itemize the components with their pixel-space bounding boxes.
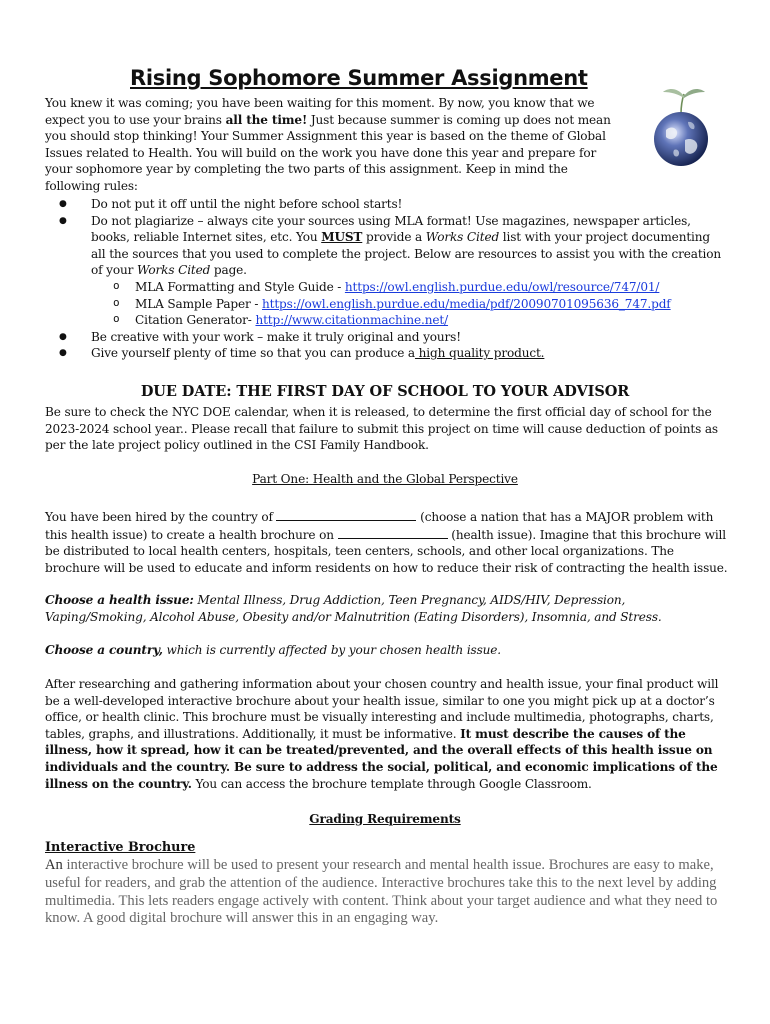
rule-item: ● Do not put it off until the night before school starts!: [45, 196, 725, 213]
country-blank: [276, 508, 416, 521]
page-title: Rising Sophomore Summer Assignment: [130, 66, 588, 90]
interactive-brochure-paragraph: An interactive brochure will be used to present your research and mental health issue. Brochures are easy to make, useful for readers, and grab the attention of the audience. Interactive brochures take this to the next level by adding multimedia. This lets readers engage actively with content. Think about your target audience and what they need to know. A good digital brochure will answer this in an engaging way.: [45, 857, 718, 927]
interactive-brochure-heading: Interactive Brochure: [45, 840, 196, 855]
resource-list: [91, 279, 725, 329]
rule-item: ● Do not plagiarize – always cite your sources using MLA format! Use magazines, newspaper articles, books, reliable Internet sites, etc. You MUST provide a Works Cited list with your project documenting all the sources that you used to complete the project. Below are resources to assist you with the creation of your Works Cited page. o MLA Formatting and Style Guide - https://owl.english.purdue.edu/owl/resource/747/01/ o MLA Sample Paper - https://owl.english.purdue.edu/media/pdf/20090701095636_747.pdf o Citation Generator- http://www.citationmachine.net/: [45, 213, 725, 329]
resource-item: o MLA Sample Paper - https://owl.english.purdue.edu/media/pdf/20090701095636_747.pdf: [91, 296, 725, 313]
part-one-heading: Part One: Health and the Global Perspective: [252, 472, 518, 486]
resource-item: o Citation Generator- http://www.citationmachine.net/: [91, 312, 725, 329]
due-date-heading: DUE DATE: THE FIRST DAY OF SCHOOL TO YOUR ADVISOR: [140, 383, 630, 400]
choose-health-issue-paragraph: Choose a health issue: Mental Illness, Drug Addiction, Teen Pregnancy, AIDS/HIV, Depression, Vaping/Smoking, Alcohol Abuse, Obesity and/or Malnutrition (Eating Disorders), Insomnia, and Stress.: [45, 593, 662, 624]
resource-item: o MLA Formatting and Style Guide - https://owl.english.purdue.edu/owl/resource/747/01/: [91, 279, 725, 296]
mla-guide-link[interactable]: https://owl.english.purdue.edu/owl/resource/747/01/: [344, 279, 660, 294]
mla-sample-paper-link[interactable]: https://owl.english.purdue.edu/media/pdf/20090701095636_747.pdf: [261, 296, 671, 311]
due-date-paragraph: Be sure to check the NYC DOE calendar, when it is released, to determine the first official day of school for the 2023-2024 school year.. Please recall that failure to submit this project on time will cause deduction of points as per the late project policy outlined in the CSI Family Handbook.: [45, 405, 718, 453]
citation-generator-link[interactable]: http://www.citationmachine.net/: [255, 313, 449, 328]
final-product-paragraph: After researching and gathering information about your chosen country and health issue, your final product will be a well-developed interactive brochure about your health issue, similar to one you might pick up at a doctor’s office, or health clinic. This brochure must be visually interesting and include multimedia, photographs, charts, tables, graphs, and illustrations. Additionally, it must be informative. It must describe the causes of the illness, how it spread, how it can be treated/prevented, and the overall effects of this health issue on individuals and the country. Be sure to address the social, political, and economic implications of the illness on the country. You can access the brochure template through Google Classroom.: [45, 677, 719, 791]
rule-item: ● Give yourself plenty of time so that you can produce a high quality product.: [45, 345, 725, 362]
hired-paragraph: You have been hired by the country of (choose a nation that has a MAJOR problem with this health issue) to create a health brochure on (health issue). Imagine that this brochure will be distributed to local health centers, hospitals, teen centers, schools, and other local organizations. The brochure will be used to educate and inform residents on how to reduce their risk of contracting the health issue.: [45, 510, 728, 575]
intro-paragraph: You knew it was coming; you have been waiting for this moment. By now, you know that we expect you to use your brains all the time! Just because summer is coming up does not mean you should stop thinking! Your Summer Assignment this year is based on the theme of Global Issues related to Health. You will build on the work you have done this year and prepare for your sophomore year by completing the two parts of this assignment. Keep in mind the following rules:: [45, 96, 611, 193]
rule-item: ● Be creative with your work – make it truly original and yours!: [45, 329, 725, 346]
choose-country-paragraph: Choose a country, which is currently affected by your chosen health issue.: [45, 643, 501, 657]
health-issue-blank: [338, 526, 448, 539]
rules-list: [45, 196, 725, 362]
grading-requirements-heading: Grading Requirements: [309, 812, 461, 826]
globe-with-sprout-icon: [644, 84, 718, 168]
